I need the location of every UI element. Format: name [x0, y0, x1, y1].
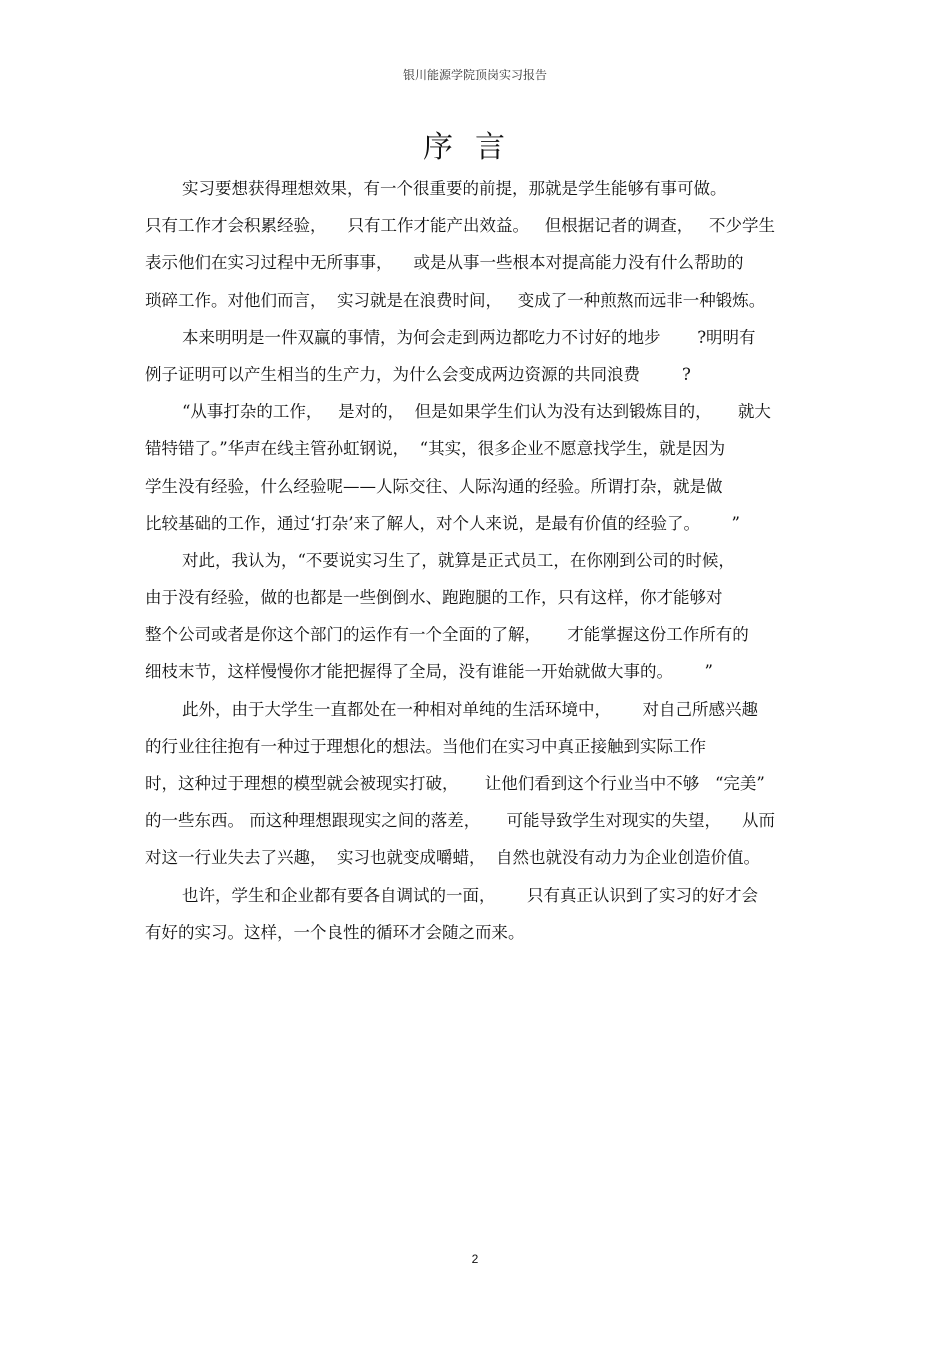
text-line: 只有工作才会积累经验， 只有工作才能产出效益。 但根据记者的调查， 不少学生 [145, 216, 775, 236]
text-line: “从事打杂的工作， 是对的， 但是如果学生们认为没有达到锻炼目的， 就大 [182, 402, 771, 422]
text-line: 本来明明是一件双赢的事情，为何会走到两边都吃力不讨好的地步 ?明明有 [182, 327, 756, 347]
text-line: 琐碎工作。对他们而言， 实习就是在浪费时间， 变成了一种煎熬而远非一种锻炼。 [145, 290, 766, 310]
text-line: 细枝末节，这样慢慢你才能把握得了全局，没有谁能一开始就做大事的。 ” [145, 662, 713, 682]
text-line: 比较基础的工作，通过‘打杂’来了解人，对个人来说，是最有价值的经验了。 ” [145, 513, 740, 533]
text-line: 也许，学生和企业都有要各自调试的一面， 只有真正认识到了实习的好才会 [182, 885, 758, 905]
running-header: 银川能源学院顶岗实习报告 [402, 68, 547, 82]
text-line: 的行业往往抱有一种过于理想化的想法。当他们在实习中真正接触到实际工作 [145, 736, 706, 756]
page-number: 2 [471, 1252, 479, 1266]
text-line: 整个公司或者是你这个部门的运作有一个全面的了解， 才能掌握这份工作所有的 [145, 625, 749, 645]
text-line: 表示他们在实习过程中无所事事， 或是从事一些根本对提高能力没有什么帮助的 [145, 253, 744, 273]
text-line: 的一些东西。 而这种理想跟现实之间的落差， 可能导致学生对现实的失望， 从而 [145, 811, 775, 831]
text-line: 对这一行业失去了兴趣， 实习也就变成嚼蜡， 自然也就没有动力为企业创造价值。 [145, 848, 760, 868]
text-line: 实习要想获得理想效果，有一个很重要的前提，那就是学生能够有事可做。 [182, 179, 727, 198]
page-title: 序言 [423, 130, 527, 165]
body-text [145, 170, 810, 951]
text-line: 此外，由于大学生一直都处在一种相对单纯的生活环境中， 对自己所感兴趣 [182, 699, 758, 719]
text-line: 有好的实习。这样，一个良性的循环才会随之而来。 [145, 922, 525, 942]
text-line: 错特错了。”华声在线主管孙虹钢说， “其实，很多企业不愿意找学生，就是因为 [145, 439, 726, 459]
text-line: 由于没有经验，做的也都是一些倒倒水、跑跑腿的工作，只有这样，你才能够对 [145, 588, 723, 608]
text-line: 例子证明可以产生相当的生产力，为什么会变成两边资源的共同浪费 ? [145, 364, 691, 384]
text-line: 时，这种过于理想的模型就会被现实打破， 让他们看到这个行业当中不够 “完美” [145, 774, 765, 793]
text-line: 学生没有经验，什么经验呢——人际交往、人际沟通的经验。所谓打杂，就是做 [145, 476, 723, 496]
text-line: 对此，我认为，“不要说实习生了，就算是正式员工，在你刚到公司的时候， [182, 550, 735, 570]
